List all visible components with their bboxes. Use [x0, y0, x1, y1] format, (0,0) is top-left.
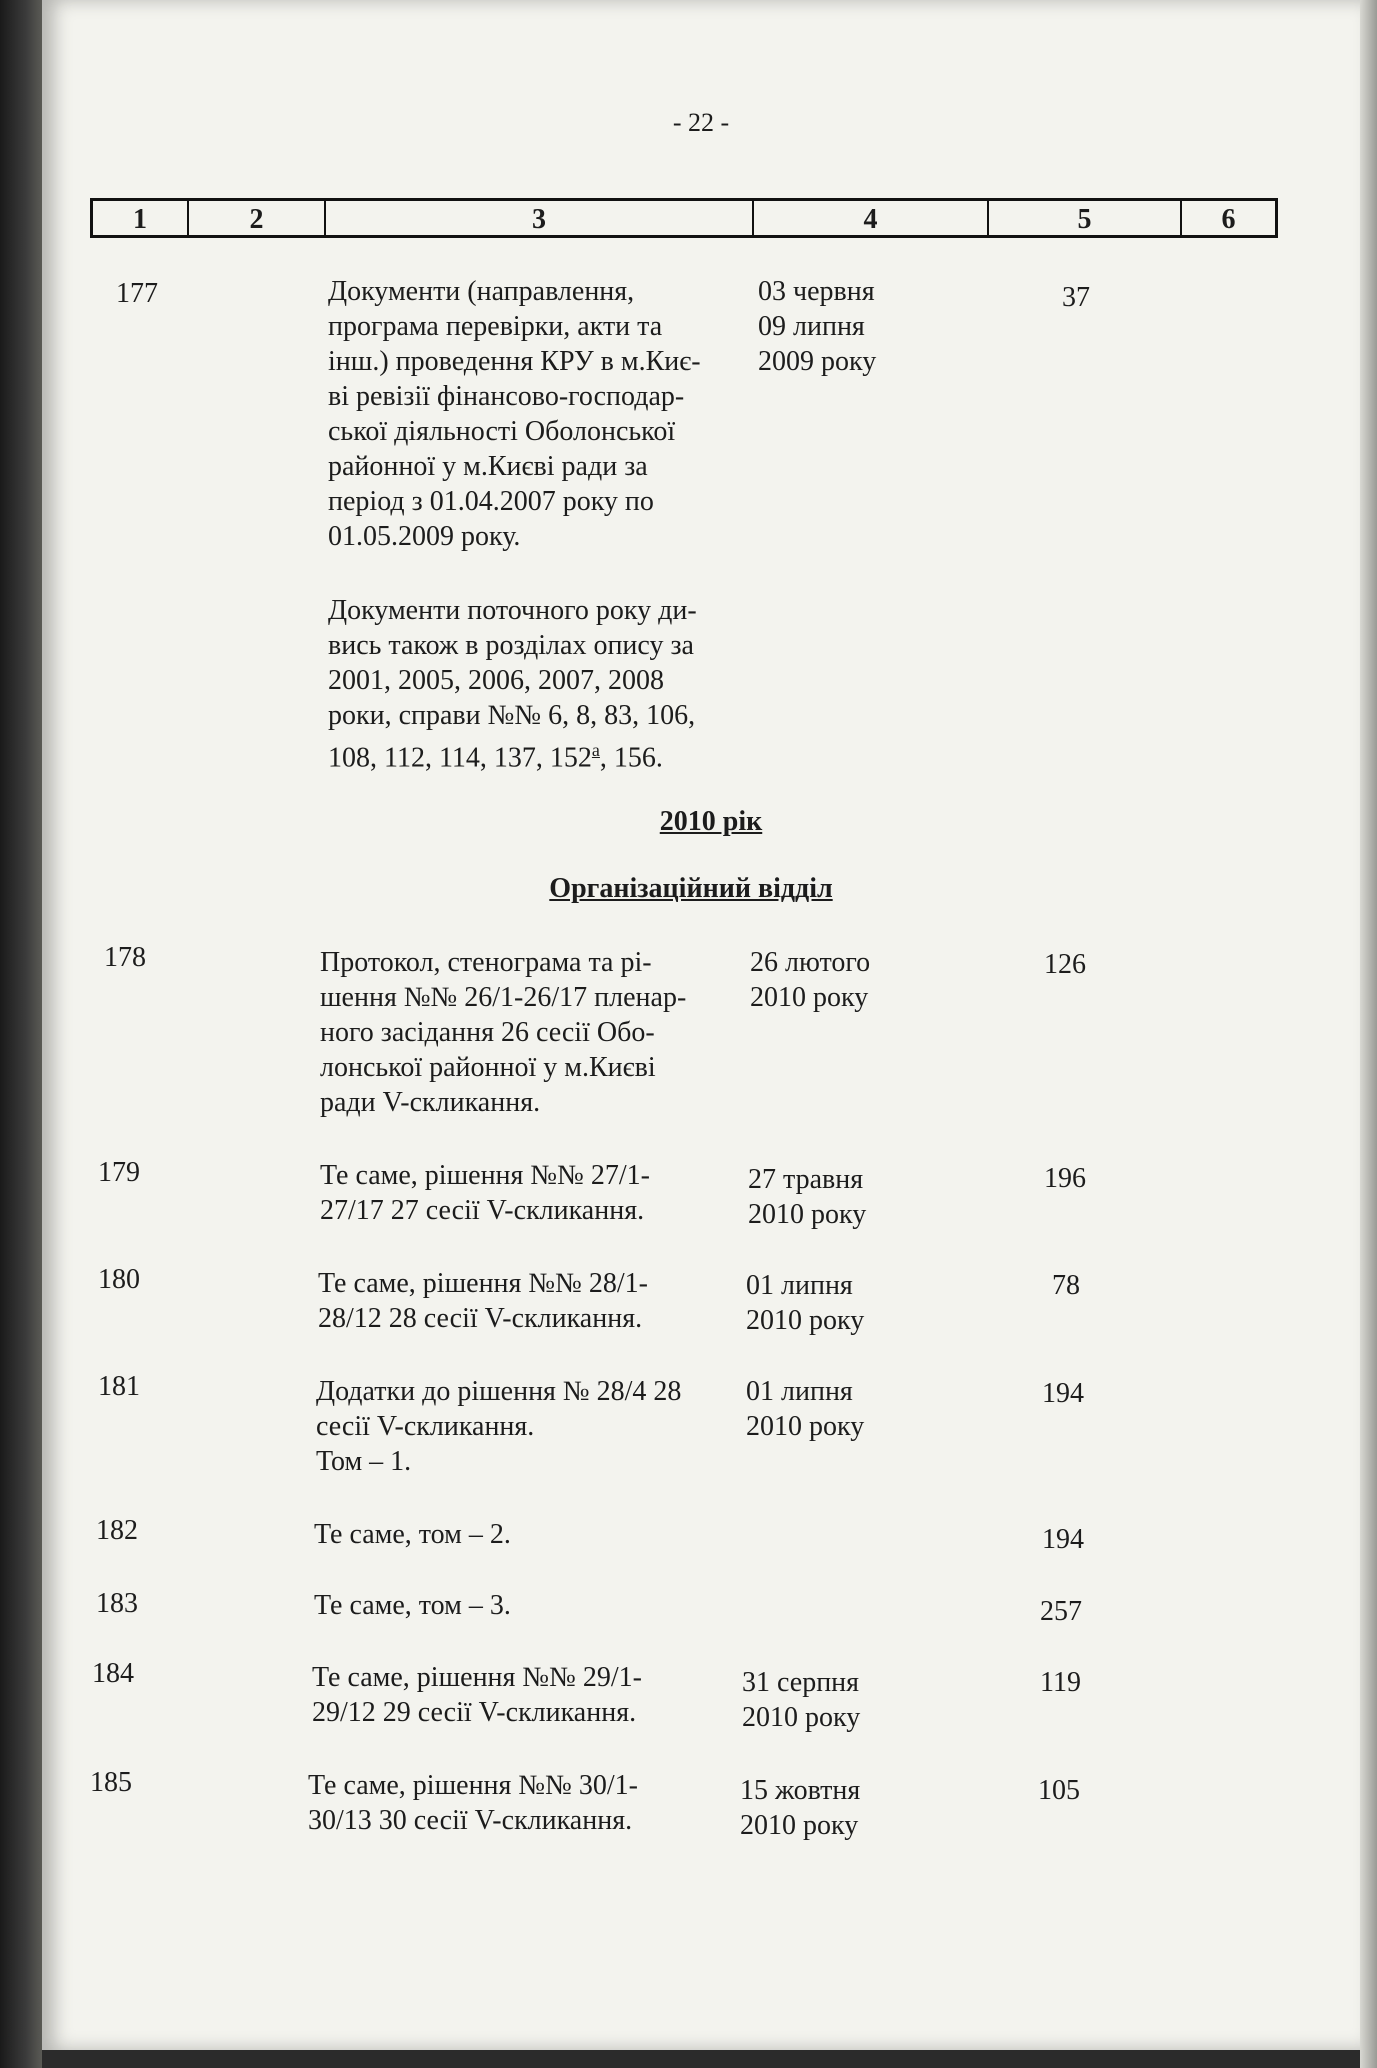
row-177-date: 03 червня 09 липня 2009 року [758, 276, 877, 377]
row-179-number: 179 [98, 1157, 140, 1188]
document-page [42, 0, 1360, 2050]
row-181-date: 01 липня 2010 року [746, 1376, 865, 1442]
row-184-sheets: 119 [1040, 1667, 1081, 1698]
column-header-1: 1 [93, 201, 189, 235]
row-185-number: 185 [90, 1767, 132, 1798]
row-183-number: 183 [96, 1588, 138, 1619]
note-superscript: а [591, 740, 600, 760]
row-185-description: Те саме, рішення №№ 30/1- 30/13 30 сесії V-скликання. [308, 1770, 638, 1836]
row-182-number: 182 [96, 1515, 138, 1546]
row-180-description: Те саме, рішення №№ 28/1- 28/12 28 сесії V-скликання. [318, 1268, 648, 1334]
row-184-description: Те саме, рішення №№ 29/1- 29/12 29 сесії V-скликання. [312, 1662, 642, 1728]
binder-edge [0, 0, 42, 2068]
note-tail: , 156. [599, 742, 663, 774]
row-185-sheets: 105 [1038, 1775, 1080, 1806]
row-178-number: 178 [104, 942, 146, 973]
row-179-date: 27 травня 2010 року [748, 1164, 867, 1230]
row-184-date: 31 серпня 2010 року [742, 1667, 861, 1733]
row-181-sheets: 194 [1042, 1378, 1084, 1409]
row-178-sheets: 126 [1044, 949, 1086, 980]
column-header-3: 3 [326, 201, 754, 235]
row-180-date: 01 липня 2010 року [746, 1270, 865, 1336]
note-text: Документи поточного року ди- вись також в розділах опису за 2001, 2005, 2006, 2007, 2008 роки, справи №№ 6, 8, 83, 106, 108, 112, 114, 137, 152 [328, 595, 697, 774]
row-178-date: 26 лютого 2010 року [750, 947, 871, 1013]
column-header-5: 5 [989, 201, 1182, 235]
page-number: - 22 - [672, 108, 730, 137]
row-180-sheets: 78 [1052, 1270, 1080, 1301]
row-178-description: Протокол, стенограма та рі- шення №№ 26/1-26/17 пленар- ного засідання 26 сесії Обо- лонської районної у м.Києві ради V-скликання. [320, 947, 687, 1118]
row-184-number: 184 [92, 1658, 134, 1689]
row-177-number: 177 [116, 278, 158, 309]
column-header-row [90, 198, 1278, 238]
cross-reference-note [328, 593, 788, 775]
row-183-description: Те саме, том – 3. [314, 1590, 511, 1621]
row-177-sheets: 37 [1062, 282, 1090, 313]
row-185-date: 15 жовтня 2010 року [740, 1775, 861, 1841]
row-177-description: Документи (направлення, програма перевірки, акти та інш.) проведення КРУ в м.Киє- ві ревізії фінансово-господар- ської діяльності Оболонської районної у м.Києві ради за період з 01.04.2007 року по 01.05.2009 року. [328, 276, 701, 552]
row-182-description: Те саме, том – 2. [314, 1519, 511, 1550]
row-181-description: Додатки до рішення № 28/4 28 сесії V-скликання. Том – 1. [316, 1376, 682, 1477]
row-181-number: 181 [98, 1371, 140, 1402]
row-180-number: 180 [98, 1264, 140, 1295]
year-heading: 2010 рік [659, 806, 763, 837]
row-179-description: Те саме, рішення №№ 27/1- 27/17 27 сесії V-скликання. [320, 1160, 650, 1226]
column-header-6: 6 [1221, 204, 1236, 235]
column-header-4: 4 [754, 201, 989, 235]
section-heading: Організаційний відділ [549, 873, 833, 904]
row-182-sheets: 194 [1042, 1524, 1084, 1555]
column-header-2: 2 [189, 201, 326, 235]
page-edge [1360, 0, 1377, 2068]
row-183-sheets: 257 [1040, 1596, 1082, 1627]
row-179-sheets: 196 [1044, 1163, 1086, 1194]
